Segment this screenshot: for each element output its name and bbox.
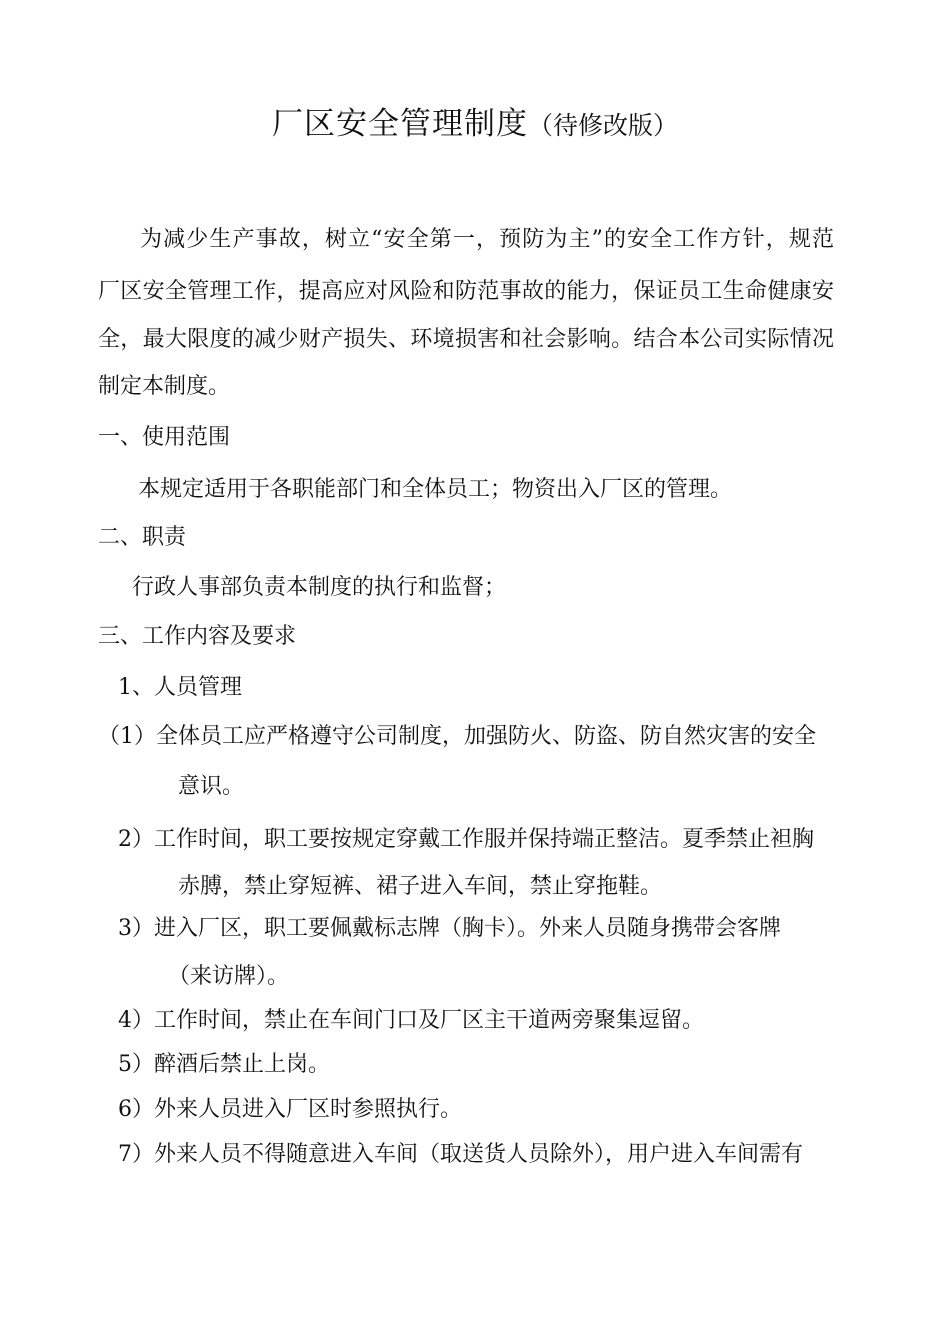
intro-paragraph-line-3: 全，最大限度的减少财产损失、环境损害和社会影响。结合本公司实际情况 (98, 327, 834, 352)
rule-2-line-2: 赤膊，禁止穿短裤、裙子进入车间，禁止穿拖鞋。 (178, 874, 663, 899)
title-main: 厂区安全管理制度 (271, 106, 528, 142)
section-heading-scope: 一、使用范围 (98, 425, 231, 450)
title-version-note: （待修改版） (527, 111, 678, 140)
rule-3-line-1: 3）进入厂区，职工要佩戴标志牌（胸卡）。外来人员随身携带会客牌 (118, 916, 781, 941)
rule-1-line-1: （1）全体员工应严格遵守公司制度，加强防火、防盗、防自然灾害的安全 (98, 724, 816, 749)
rule-1-line-2: 意识。 (178, 774, 245, 799)
intro-paragraph-line-2: 厂区安全管理工作，提高应对风险和防范事故的能力，保证员工生命健康安 (98, 279, 834, 304)
section-heading-responsibility: 二、职责 (98, 525, 187, 550)
scope-text: 本规定适用于各职能部门和全体员工；物资出入厂区的管理。 (138, 477, 733, 502)
rule-6: 6）外来人员进入厂区时参照执行。 (118, 1097, 462, 1122)
intro-paragraph-line-4: 制定本制度。 (98, 374, 231, 399)
rule-2-line-1: 2）工作时间，职工要按规定穿戴工作服并保持端正整洁。夏季禁止袒胸 (118, 827, 814, 852)
section-heading-requirements: 三、工作内容及要求 (98, 624, 297, 649)
document-title (0, 98, 950, 143)
rule-3-line-2: （来访牌）。 (168, 964, 290, 989)
rule-7-line-1: 7）外来人员不得随意进入车间（取送货人员除外），用户进入车间需有 (118, 1142, 803, 1167)
subsection-heading-personnel: 1、人员管理 (118, 675, 242, 700)
intro-paragraph-line-1: 为减少生产事故，树立“安全第一，预防为主”的安全工作方针，规范 (140, 227, 834, 252)
rule-4: 4）工作时间，禁止在车间门口及厂区主干道两旁聚集逗留。 (118, 1008, 704, 1033)
rule-5: 5）醉酒后禁止上岗。 (118, 1052, 330, 1077)
responsibility-text: 行政人事部负责本制度的执行和监督； (132, 575, 507, 600)
